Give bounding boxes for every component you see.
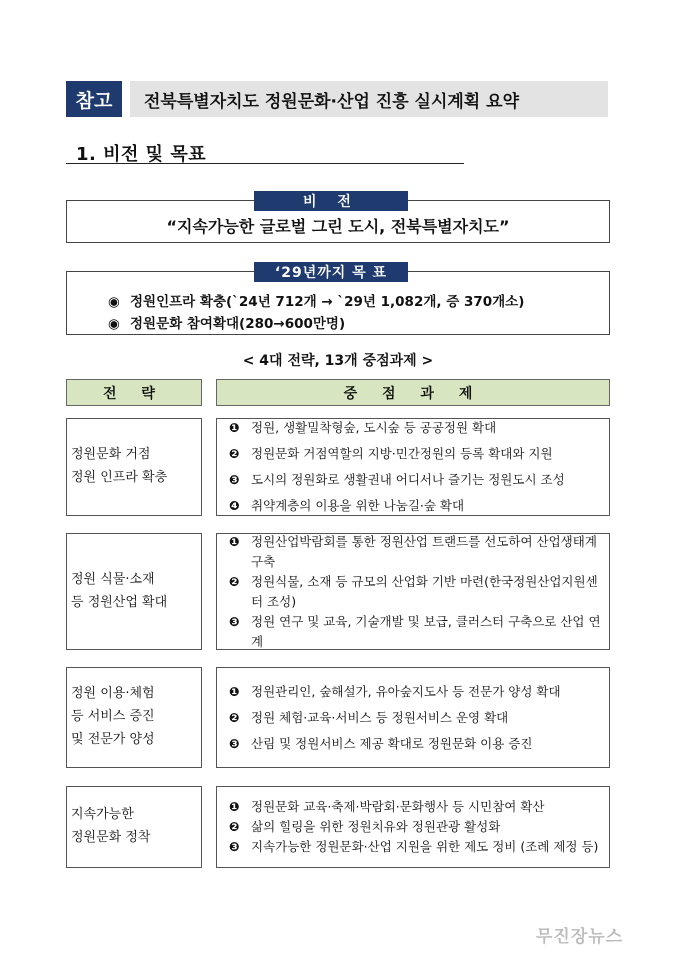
- task-number: ❸: [229, 613, 240, 629]
- goal-item: [108, 312, 345, 332]
- task-number: ❷: [229, 709, 240, 725]
- task-item: [229, 612, 601, 652]
- task-item: [229, 837, 601, 857]
- task-item: [229, 496, 601, 516]
- task-item: [229, 682, 601, 702]
- task-text: 정원 연구 및 교육, 기술개발 및 보급, 클러스터 구축으로 산업 연계: [251, 613, 601, 649]
- task-number: ❸: [229, 472, 240, 487]
- task-item: [229, 817, 601, 837]
- task-item: [229, 734, 601, 754]
- task-text: 지속가능한 정원문화·산업 지원을 위한 제도 정비 (조례 제정 등): [251, 839, 599, 854]
- vision-statement: “지속가능한 글로벌 그린 도시, 전북특별자치도”: [166, 217, 510, 236]
- task-number: ❷: [229, 573, 240, 589]
- strategy-cell: [66, 418, 202, 516]
- tasks-cell: [216, 786, 610, 868]
- task-text: 정원관리인, 숲해설가, 유아숲지도사 등 전문가 양성 확대: [251, 683, 561, 699]
- tasks-cell: [216, 418, 610, 516]
- task-number: ❷: [229, 446, 240, 461]
- section-heading: 1. 비전 및 목표: [76, 144, 207, 165]
- tasks-cell: [216, 533, 610, 650]
- task-text: 산림 및 정원서비스 제공 확대로 정원문화 이용 증진: [251, 735, 533, 751]
- tasks-cell: [216, 667, 610, 768]
- task-text: 정원식물, 소재 등 규모의 산업화 기반 마련(한국정원산업지원센터 조성): [251, 573, 598, 609]
- vision-tag: 비 전: [254, 191, 408, 211]
- task-item: [229, 572, 601, 612]
- task-item: [229, 470, 601, 490]
- task-number: ❶: [229, 533, 240, 549]
- section-underline: [66, 163, 464, 164]
- strategy-line: 등 정원산업 확대: [71, 594, 168, 610]
- task-text: 정원문화 교육·축제·박람회·문화행사 등 시민참여 확산: [251, 799, 545, 814]
- watermark-logo: 무진장뉴스: [536, 927, 624, 947]
- strategy-line: 등 서비스 증진: [71, 709, 155, 725]
- strategy-cell: [66, 786, 202, 868]
- strategy-line: 정원 이용·체험: [71, 686, 155, 702]
- task-number: ❸: [229, 839, 240, 854]
- table-header-tasks: 중 점 과 제: [216, 379, 610, 406]
- task-item: [229, 797, 601, 817]
- task-number: ❹: [229, 498, 240, 513]
- goal-item: [108, 290, 524, 310]
- document-title: 전북특별자치도 정원문화·산업 진흥 실시계획 요약: [130, 81, 608, 117]
- task-number: ❶: [229, 420, 240, 435]
- task-number: ❶: [229, 799, 240, 814]
- task-text: 취약계층의 이용을 위한 나눔길·숲 확대: [251, 498, 465, 513]
- task-text: 정원 체험·교육·서비스 등 정원서비스 운영 확대: [251, 709, 509, 725]
- goal-text: 정원문화 참여확대(280→600만명): [130, 316, 346, 332]
- goal-bullet-icon: ◉: [108, 316, 120, 332]
- task-number: ❷: [229, 819, 240, 834]
- strategy-cell: [66, 533, 202, 650]
- task-text: 정원, 생활밀착형숲, 도시숲 등 공공정원 확대: [251, 420, 497, 435]
- goal-text: 정원인프라 확충(`24년 712개 → `29년 1,082개, 증 370개소): [130, 294, 525, 310]
- goals-tag: ‘29년까지 목 표: [254, 262, 408, 282]
- task-item: [229, 532, 601, 572]
- goal-bullet-icon: ◉: [108, 294, 120, 310]
- task-text: 도시의 정원화로 생활권내 어디서나 즐기는 정원도시 조성: [251, 472, 565, 487]
- task-item: [229, 708, 601, 728]
- table-header-strategy: 전 략: [66, 379, 202, 406]
- task-item: [229, 444, 601, 464]
- strategy-line: 정원문화 거점: [71, 447, 151, 463]
- strategy-line: 정원문화 정착: [71, 830, 151, 845]
- reference-badge: 참고: [66, 81, 122, 117]
- task-item: [229, 418, 601, 438]
- strategy-subtitle: < 4대 전략, 13개 중점과제 >: [242, 353, 434, 369]
- task-number: ❸: [229, 735, 240, 751]
- task-text: 정원산업박람회를 통한 정원산업 트랜드를 선도하여 산업생태계 구축: [251, 533, 597, 569]
- task-text: 삶의 힐링을 위한 정원치유와 정원관광 활성화: [251, 819, 501, 834]
- strategy-line: 정원 식물·소재: [71, 571, 155, 587]
- task-number: ❶: [229, 683, 240, 699]
- strategy-line: 및 전문가 양성: [71, 731, 155, 747]
- task-text: 정원문화 거점역할의 지방·민간정원의 등록 확대와 지원: [251, 446, 553, 461]
- strategy-line: 지속가능한: [71, 807, 134, 823]
- strategy-cell: [66, 667, 202, 768]
- strategy-line: 정원 인프라 확충: [71, 470, 168, 485]
